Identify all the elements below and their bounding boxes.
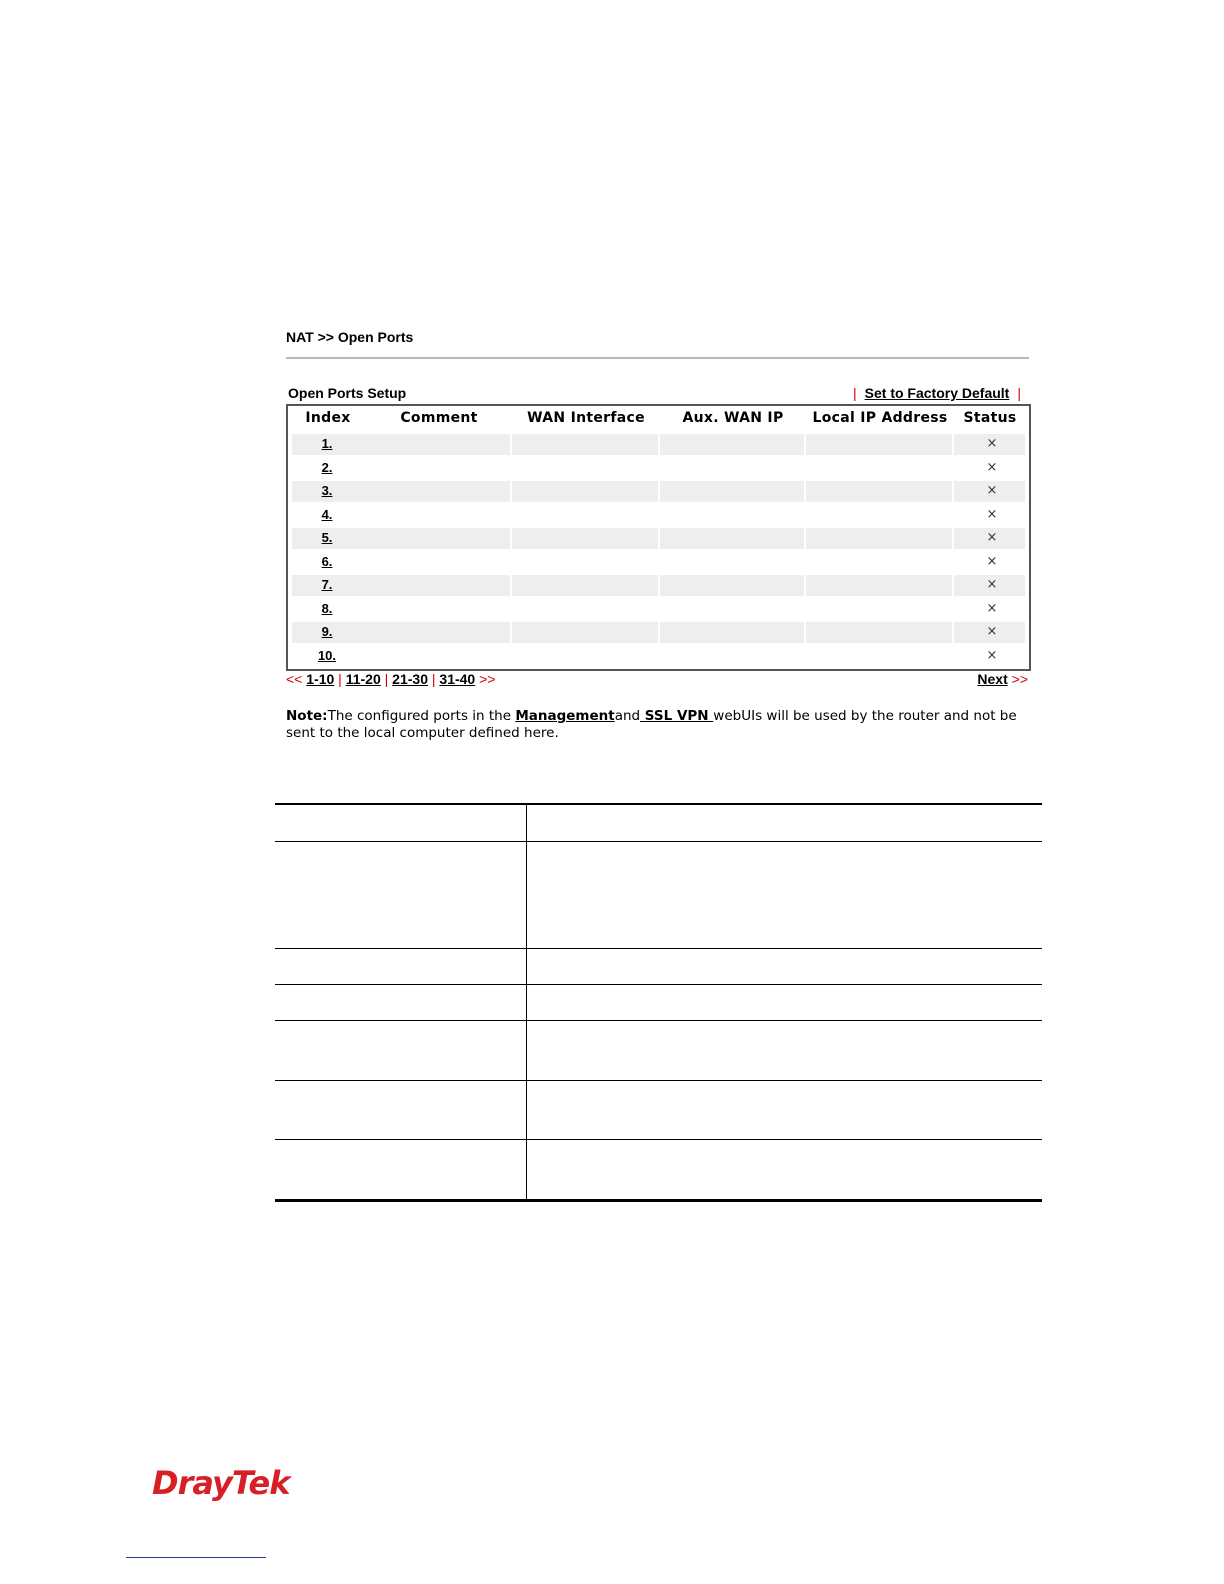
row-index-link[interactable]: 6. [321, 553, 333, 569]
col-header-aux-wan-ip: Aux. WAN IP [682, 410, 784, 426]
table-cell [660, 622, 804, 643]
col-header-index: Index [305, 410, 351, 426]
table-cell [806, 552, 952, 573]
col-header-comment: Comment [400, 410, 478, 426]
status-disabled-icon: × [986, 647, 998, 663]
table-cell [512, 575, 658, 596]
table-cell [806, 458, 952, 479]
row-index-link[interactable]: 9. [321, 624, 333, 639]
table-cell [806, 575, 952, 596]
table-cell [660, 481, 804, 502]
ssl-vpn-link[interactable]: SSL VPN [640, 708, 714, 724]
table-row [288, 575, 1029, 596]
col-header-local-ip: Local IP Address [812, 410, 948, 426]
separator: | [853, 385, 857, 401]
col-header-status: Status [963, 410, 1017, 426]
status-disabled-icon: × [986, 483, 998, 498]
row-index-link[interactable]: 10. [317, 647, 337, 663]
note-part-3: webUIs will be used by the router and not be sent to the local computer defined here. [286, 708, 1017, 741]
page-link-1-10[interactable]: 1-10 [306, 671, 335, 687]
status-disabled-icon: × [986, 436, 998, 451]
note-text [286, 708, 1031, 742]
table-cell [512, 646, 658, 667]
table-cell [366, 458, 510, 479]
row-index-link[interactable]: 7. [321, 577, 333, 592]
table-cell [366, 622, 510, 643]
table-cell [366, 434, 510, 455]
table-cell [806, 646, 952, 667]
separator: | [431, 671, 436, 687]
table-column-divider [526, 803, 527, 1200]
table-cell [366, 599, 510, 620]
footer-rule [126, 1557, 266, 1558]
table-cell [512, 458, 658, 479]
table-rule-top [275, 803, 1042, 805]
status-disabled-icon: × [986, 624, 998, 639]
table-cell [366, 575, 510, 596]
table-row [288, 458, 1029, 479]
table-row [288, 481, 1029, 502]
table-row [288, 552, 1029, 573]
table-cell [366, 481, 510, 502]
factory-default-bar [845, 385, 1029, 401]
table-row [288, 528, 1029, 549]
table-cell [512, 599, 658, 620]
table-rule [275, 948, 1042, 949]
status-disabled-icon: × [986, 506, 998, 522]
table-cell [806, 434, 952, 455]
col-header-wan-interface: WAN Interface [527, 410, 645, 426]
separator: | [384, 671, 389, 687]
table-cell [366, 646, 510, 667]
table-cell [806, 481, 952, 502]
separator: | [338, 671, 342, 687]
table-rule [275, 1020, 1042, 1021]
table-cell [512, 434, 658, 455]
draytek-logo: DrayTek [152, 1464, 290, 1502]
page-link-11-20[interactable]: 11-20 [345, 671, 381, 687]
table-cell [660, 434, 804, 455]
table-cell [806, 505, 952, 526]
table-cell [806, 599, 952, 620]
table-row [288, 505, 1029, 526]
row-index-link[interactable]: 5. [321, 530, 333, 545]
table-cell [660, 552, 804, 573]
next-nav [977, 671, 1028, 687]
table-cell [366, 552, 510, 573]
more-arrows: >> [479, 671, 496, 687]
row-index-link[interactable]: 2. [321, 459, 333, 475]
table-row [288, 622, 1029, 643]
table-rule [275, 1139, 1042, 1140]
set-factory-default-link[interactable]: Set to Factory Default [864, 385, 1010, 401]
breadcrumb-divider [286, 357, 1029, 359]
page-link-31-40[interactable]: 31-40 [439, 671, 476, 687]
table-cell [512, 505, 658, 526]
table-rule [275, 841, 1042, 842]
row-index-link[interactable]: 8. [321, 600, 333, 616]
next-arrows: >> [1011, 671, 1028, 687]
management-link[interactable]: Management [515, 708, 615, 724]
breadcrumb: NAT >> Open Ports [286, 329, 414, 345]
table-cell [512, 552, 658, 573]
table-cell [512, 528, 658, 549]
note-part-2: and [614, 708, 641, 724]
table-rule [275, 984, 1042, 985]
table-cell [366, 528, 510, 549]
note-part-1: The configured ports in the [327, 708, 516, 724]
table-cell [806, 528, 952, 549]
status-disabled-icon: × [986, 459, 998, 475]
table-cell [660, 646, 804, 667]
table-cell [660, 458, 804, 479]
note-label: Note: [286, 708, 328, 724]
table-cell [660, 505, 804, 526]
page-link-21-30[interactable]: 21-30 [392, 671, 428, 687]
table-row [288, 434, 1029, 455]
table-cell [366, 505, 510, 526]
table-cell [512, 622, 658, 643]
table-row [288, 599, 1029, 620]
prev-arrows: << [286, 671, 303, 687]
table-cell [660, 599, 804, 620]
separator: | [1017, 385, 1021, 401]
row-index-link[interactable]: 4. [321, 506, 333, 522]
status-disabled-icon: × [986, 600, 998, 616]
table-row [288, 646, 1029, 667]
status-disabled-icon: × [986, 577, 998, 592]
table-cell [660, 528, 804, 549]
section-title: Open Ports Setup [288, 385, 407, 401]
row-index-link[interactable]: 3. [321, 483, 333, 498]
pagination [286, 671, 495, 687]
table-cell [660, 575, 804, 596]
table-cell [512, 481, 658, 502]
row-index-link[interactable]: 1. [321, 436, 333, 451]
next-link[interactable]: Next [977, 671, 1008, 687]
table-cell [806, 622, 952, 643]
status-disabled-icon: × [986, 530, 998, 545]
table-rule-bottom [275, 1199, 1042, 1202]
status-disabled-icon: × [986, 553, 998, 569]
table-rule [275, 1080, 1042, 1081]
table-header [288, 410, 1029, 432]
open-ports-table [286, 404, 1031, 671]
